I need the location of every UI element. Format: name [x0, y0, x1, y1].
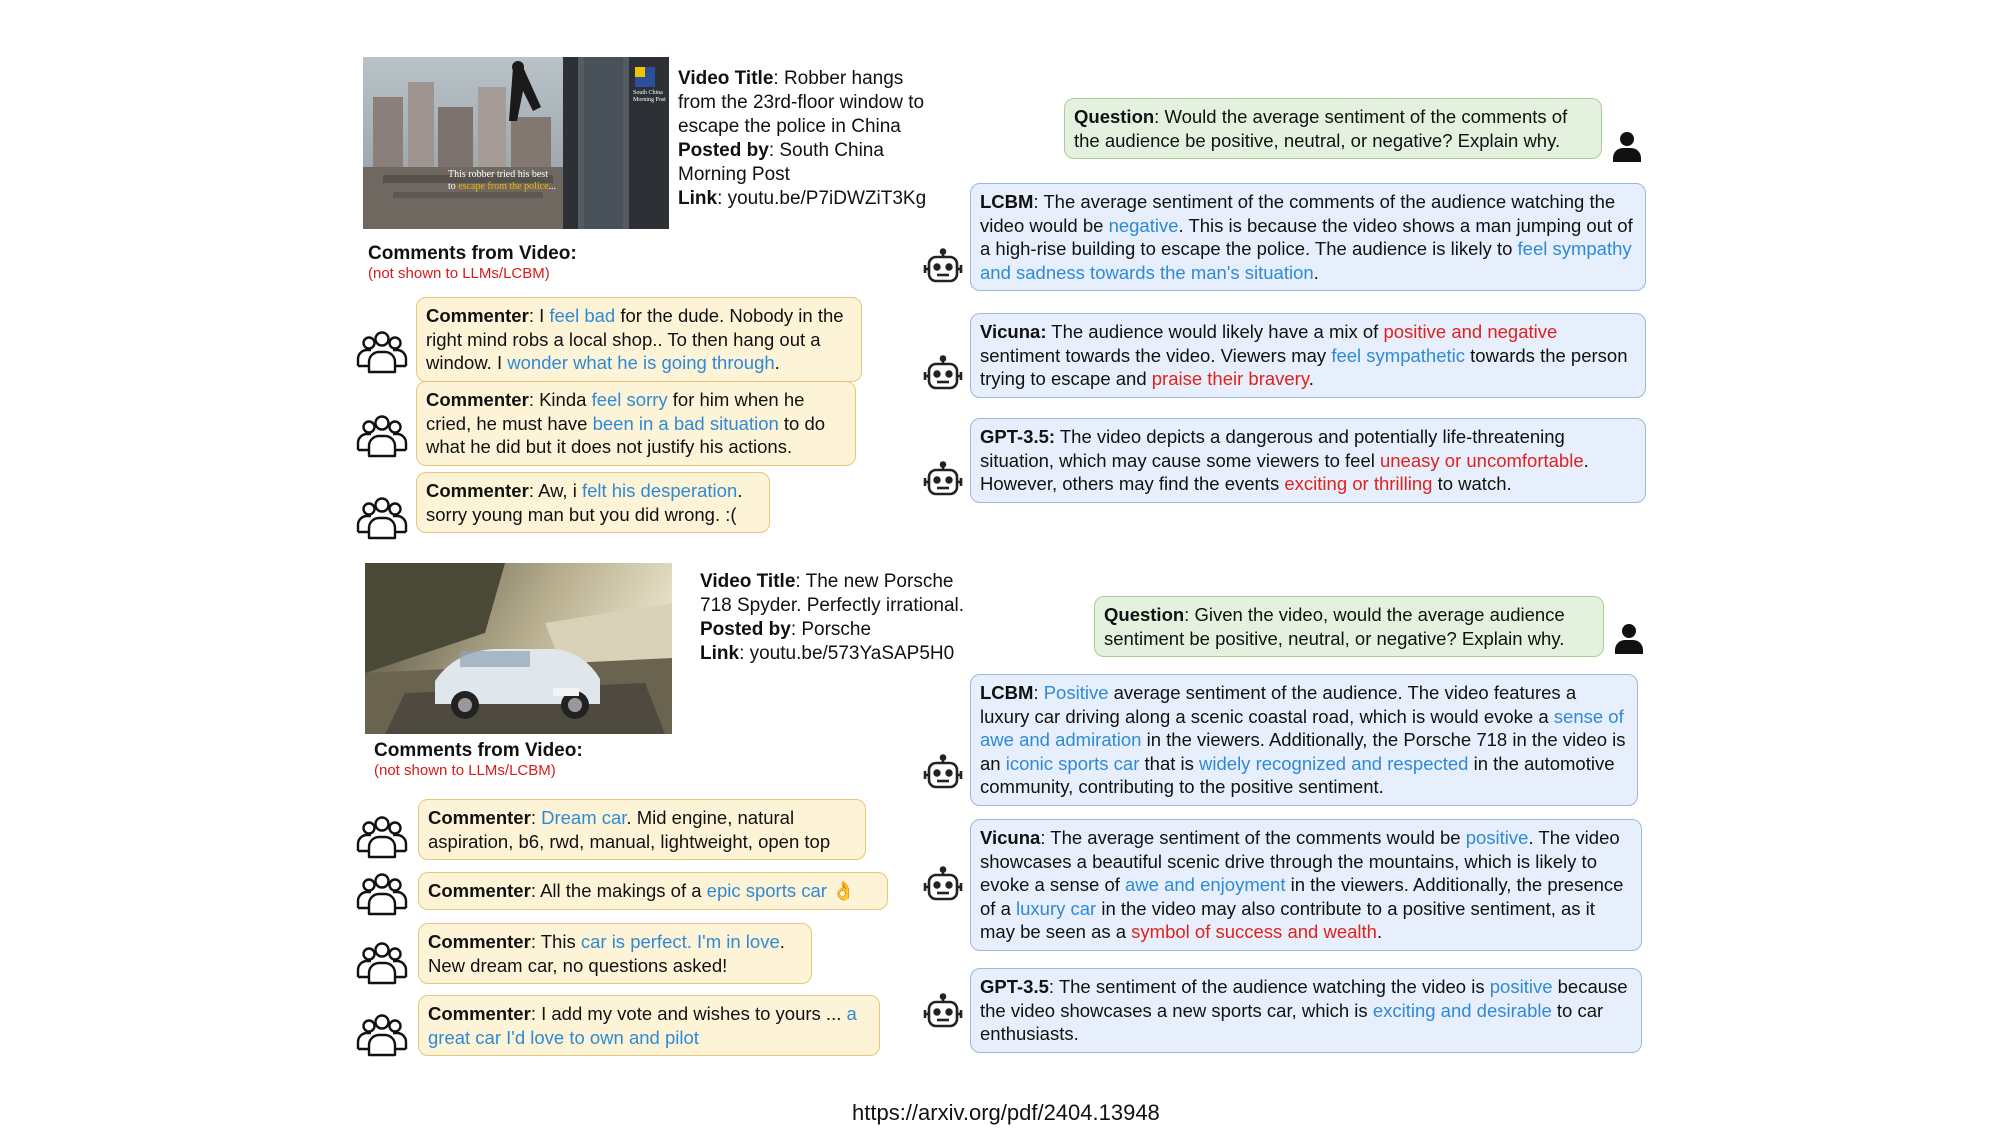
comments-heading-1: Comments from Video: [368, 243, 577, 264]
commenters-icon [356, 872, 408, 916]
robot-icon [923, 461, 963, 501]
question-bubble: Question: Would the average sentiment of the comments of the audience be positive, neutral, or negative? Explain why. [1064, 98, 1602, 159]
commenters-icon [356, 414, 408, 458]
commenters-icon [356, 815, 408, 859]
comments-note-1: (not shown to LLMs/LCBM) [368, 265, 550, 282]
robber-video-thumbnail [363, 57, 669, 229]
vicuna-response-bubble: Vicuna: The audience would likely have a mix of positive and negative sentiment towards the video. Viewers may feel sympathetic towards the person trying to escape and praise their bravery. [970, 313, 1646, 398]
porsche-video-thumbnail [365, 563, 672, 734]
comments-note-2: (not shown to LLMs/LCBM) [374, 762, 556, 779]
robot-icon [923, 866, 963, 906]
comment-bubble: Commenter: I feel bad for the dude. Nobody in the right mind robs a local shop.. To then hang out a window. I wonder what he is going through. [416, 297, 862, 382]
comment-bubble: Commenter: Dream car. Mid engine, natural aspiration, b6, rwd, manual, lightweight, open top [418, 799, 866, 860]
thumbnail-caption: This robber tried his best to escape from the police... [448, 169, 557, 192]
commenters-icon [356, 941, 408, 985]
robot-icon [923, 355, 963, 395]
gpt35-response-bubble: GPT-3.5: The video depicts a dangerous and potentially life-threatening situation, which may cause some viewers to feel uneasy or uncomfortable. However, others may find the events exciting or thrilling to watch. [970, 418, 1646, 503]
question-bubble: Question: Given the video, would the average audience sentiment be positive, neutral, or negative? Explain why. [1094, 596, 1604, 657]
comment-bubble: Commenter: Aw, i felt his desperation. sorry young man but you did wrong. :( [416, 472, 770, 533]
comment-bubble: Commenter: I add my vote and wishes to yours ... a great car I'd love to own and pilot [418, 995, 880, 1056]
lcbm-response-bubble: LCBM: Positive average sentiment of the audience. The video features a luxury car driving along a scenic coastal road, which is would evoke a sense of awe and admiration in the viewers. Additionally, the Porsche 718 in the video is an iconic sports car that is widely recognized and respected in the automotive community, contributing to the positive sentiment. [970, 674, 1638, 806]
video-meta-2: Video Title: The new Porsche 718 Spyder. Perfectly irrational. Posted by: Porsche Link: youtu.be/573YaSAP5H0 [700, 571, 965, 664]
porsche-video-image [365, 563, 672, 734]
commenters-icon [356, 330, 408, 374]
comment-bubble: Commenter: Kinda feel sorry for him when he cried, he must have been in a bad situation to do what he did but it does not justify his actions. [416, 381, 856, 466]
video-meta-1: Video Title: Robber hangs from the 23rd-floor window to escape the police in China Posted by: South China Morning Post Link: youtu.be/P7iDWZiT3Kg [678, 68, 927, 209]
person-icon [1612, 130, 1642, 162]
robot-icon [923, 754, 963, 794]
vicuna-response-bubble: Vicuna: The average sentiment of the comments would be positive. The video showcases a beautiful scenic drive through the mountains, which is likely to evoke a sense of awe and enjoyment in the viewers. Additionally, the presence of a luxury car in the video may also contribute to a positive sentiment, as it may be seen as a symbol of success and wealth. [970, 819, 1642, 951]
commenters-icon [356, 496, 408, 540]
robber-video-image [363, 57, 669, 229]
gpt35-response-bubble: GPT-3.5: The sentiment of the audience watching the video is positive because the video showcases a new sports car, which is exciting and desirable to car enthusiasts. [970, 968, 1642, 1053]
robot-icon [923, 993, 963, 1033]
lcbm-response-bubble: LCBM: The average sentiment of the comments of the audience watching the video would be negative. This is because the video shows a man jumping out of a high-rise building to escape the police. The audience is likely to feel sympathy and sadness towards the man's situation. [970, 183, 1646, 291]
comment-bubble: Commenter: This car is perfect. I'm in love. New dream car, no questions asked! [418, 923, 812, 984]
commenters-icon [356, 1013, 408, 1057]
source-url[interactable]: https://arxiv.org/pdf/2404.13948 [852, 1100, 1160, 1125]
comment-bubble: Commenter: All the makings of a epic sports car 👌 [418, 872, 888, 910]
robot-icon [923, 248, 963, 288]
person-icon [1614, 622, 1644, 654]
thumbnail-logo-text: South China Morning Post [633, 90, 666, 103]
comments-heading-2: Comments from Video: [374, 740, 583, 761]
